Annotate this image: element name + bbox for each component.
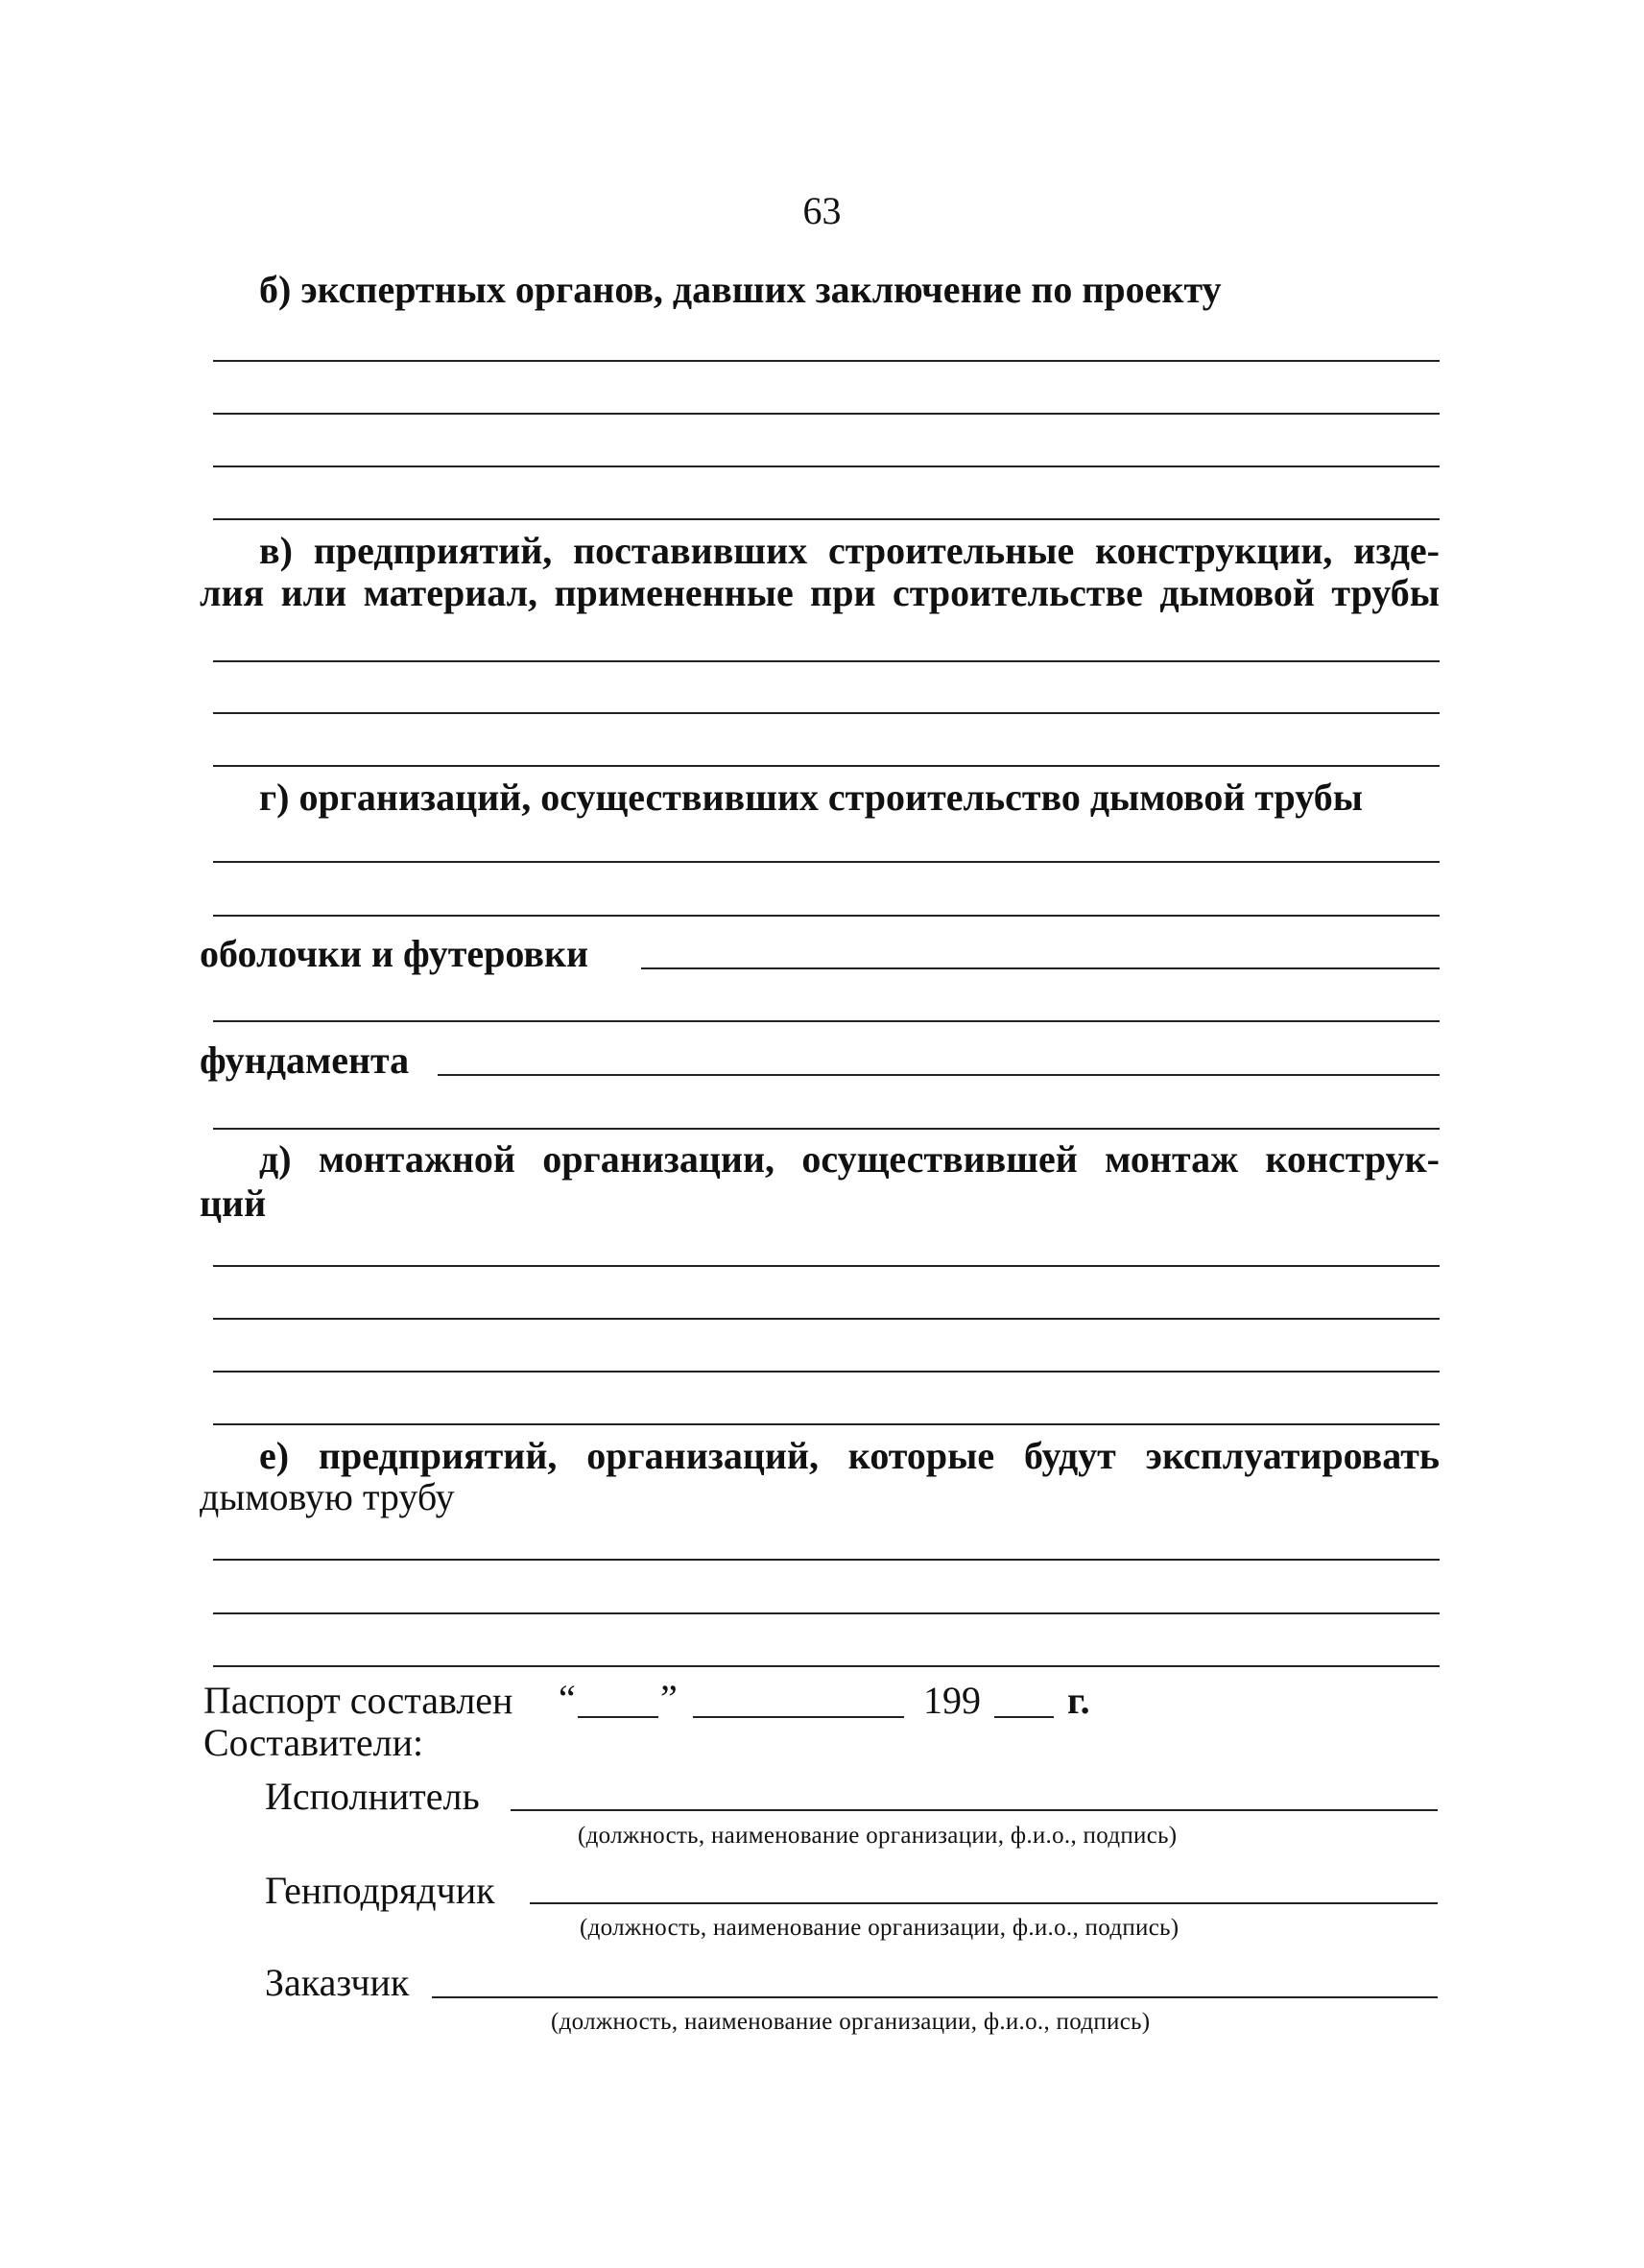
- answer-line[interactable]: [213, 1020, 1440, 1022]
- answer-line[interactable]: [213, 1559, 1440, 1561]
- answer-line[interactable]: [213, 1371, 1440, 1373]
- section-b-text: б) экспертных органов, давших заключение по проекту: [259, 268, 1222, 311]
- answer-line[interactable]: [213, 1612, 1440, 1614]
- answer-line[interactable]: [213, 1265, 1440, 1267]
- open-quote: “: [559, 1677, 576, 1720]
- answer-line[interactable]: [213, 1423, 1440, 1425]
- section-v-text-line2: лия или материал, примененные при строительстве дымовой трубы: [200, 571, 1440, 614]
- day-line[interactable]: [578, 1716, 658, 1718]
- signature-caption: (должность, наименование организации, ф.и.о., подпись): [578, 1823, 1178, 1849]
- section-e-text-line1: е) предприятий, организаций, которые будут эксплуатировать: [259, 1434, 1440, 1477]
- section-d-text-line1: д) монтажной организации, осуществившей монтаж конструк-: [259, 1137, 1440, 1181]
- month-line[interactable]: [693, 1716, 904, 1718]
- compilers-label: Составители:: [203, 1721, 424, 1764]
- section-e-text-line2: дымовую трубу: [200, 1475, 455, 1518]
- answer-line[interactable]: [213, 765, 1440, 767]
- answer-line[interactable]: [213, 1318, 1440, 1320]
- shell-lining-line[interactable]: [641, 967, 1440, 969]
- general-contractor-signature-line[interactable]: [530, 1902, 1438, 1904]
- section-g-text: г) организаций, осуществивших строительство дымовой трубы: [259, 776, 1363, 819]
- year-suffix: г.: [1067, 1679, 1090, 1722]
- answer-line[interactable]: [213, 360, 1440, 362]
- answer-line[interactable]: [213, 466, 1440, 467]
- answer-line[interactable]: [213, 1665, 1440, 1667]
- customer-label: Заказчик: [265, 1961, 410, 2004]
- answer-line[interactable]: [213, 413, 1440, 415]
- foundation-label: фундамента: [200, 1039, 410, 1082]
- section-v-text-line1: в) предприятий, поставивших строительные конструкции, изде-: [259, 529, 1440, 572]
- general-contractor-label: Генподрядчик: [265, 1869, 495, 1912]
- answer-line[interactable]: [213, 861, 1440, 863]
- answer-line[interactable]: [213, 915, 1440, 917]
- foundation-line[interactable]: [438, 1074, 1440, 1076]
- close-quote: ”: [660, 1677, 678, 1720]
- answer-line[interactable]: [213, 518, 1440, 520]
- signature-caption: (должность, наименование организации, ф.и.о., подпись): [580, 1915, 1179, 1941]
- page-number: 63: [802, 189, 842, 232]
- answer-line[interactable]: [213, 660, 1440, 662]
- shell-lining-label: оболочки и футеровки: [200, 932, 589, 975]
- answer-line[interactable]: [213, 712, 1440, 714]
- signature-caption: (должность, наименование организации, ф.и.о., подпись): [551, 2009, 1151, 2035]
- year-line[interactable]: [994, 1716, 1054, 1718]
- year-prefix: 199: [923, 1679, 981, 1722]
- executor-signature-line[interactable]: [511, 1809, 1438, 1811]
- passport-composed-label: Паспорт составлен: [203, 1679, 513, 1722]
- executor-label: Исполнитель: [265, 1775, 480, 1818]
- section-d-text-line2: ций: [200, 1182, 267, 1225]
- answer-line[interactable]: [213, 1128, 1440, 1130]
- customer-signature-line[interactable]: [432, 1996, 1438, 1998]
